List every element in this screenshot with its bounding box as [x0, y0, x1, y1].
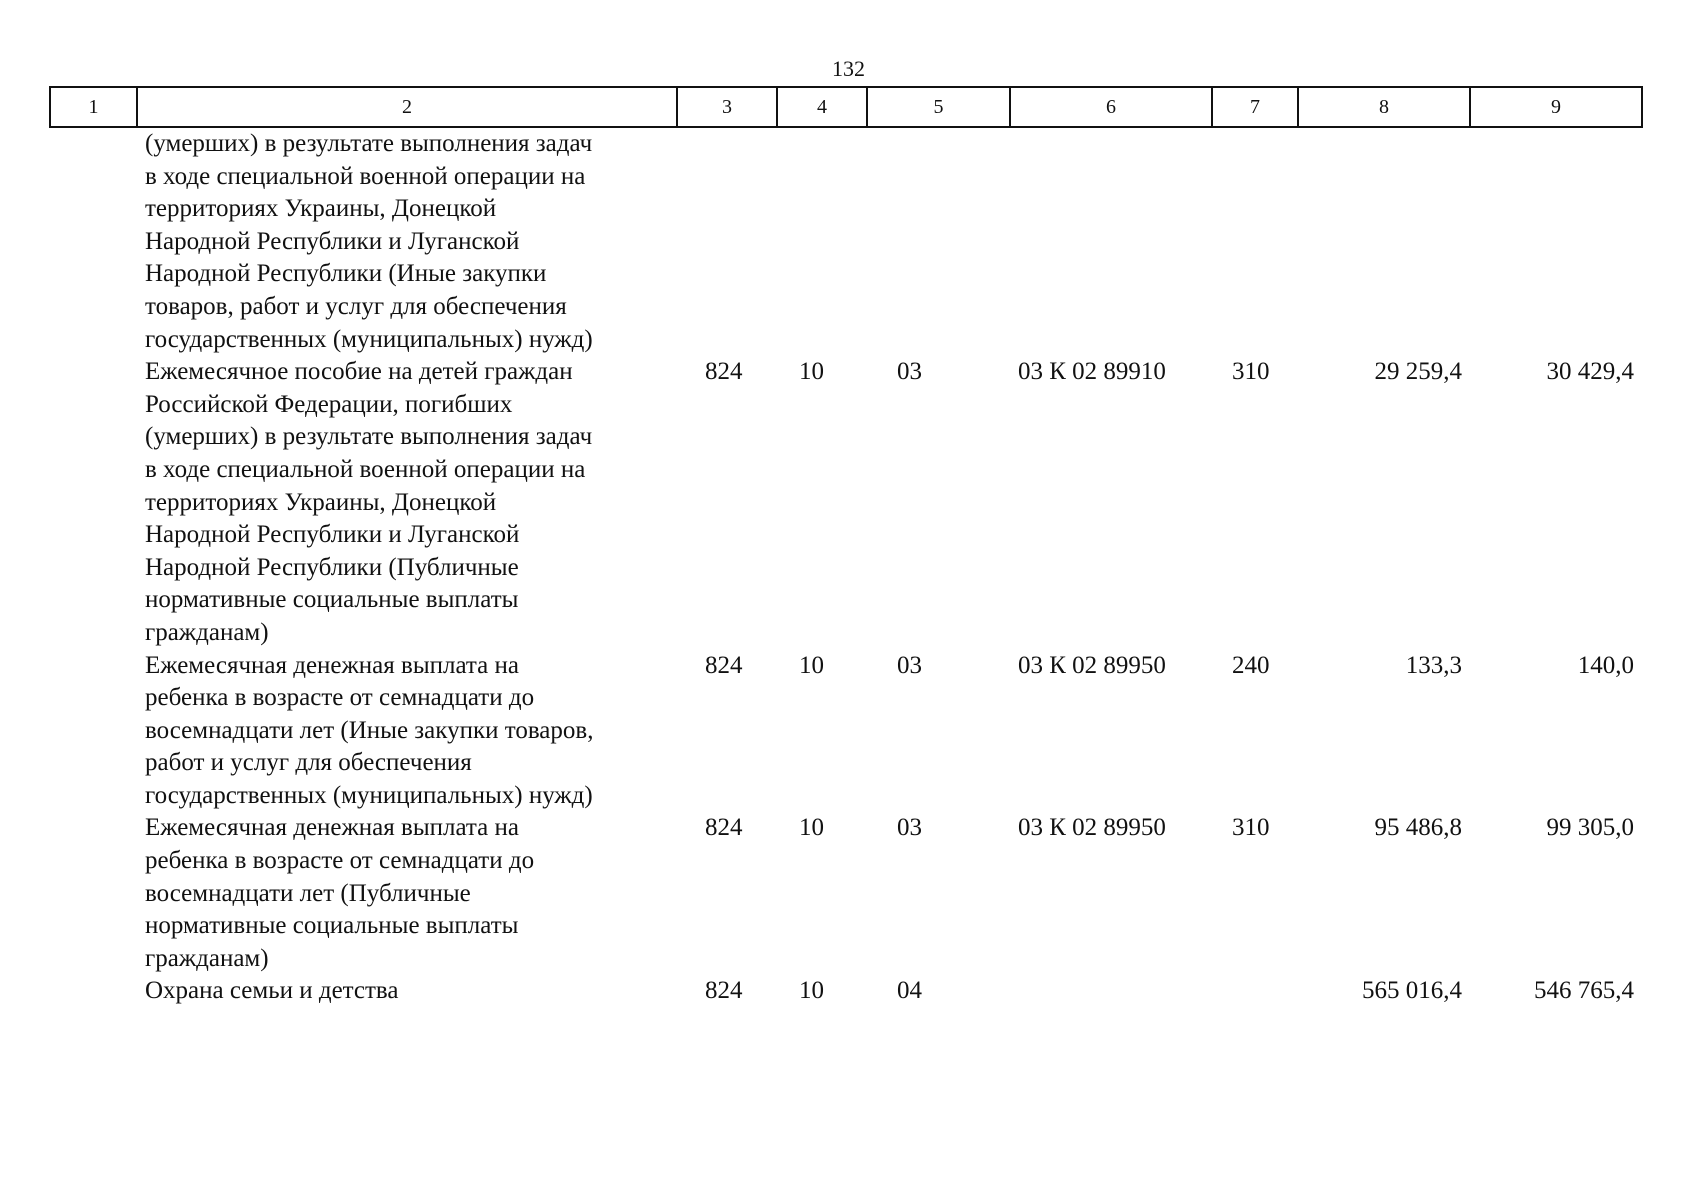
page-number: 132 — [832, 56, 865, 81]
target-item-cell: 03 К 02 89950 — [1018, 814, 1166, 842]
ministry-code-cell: 824 — [705, 814, 743, 842]
row-number-cell — [50, 812, 137, 975]
subsection-code-cell: 03 — [897, 651, 922, 679]
table-row — [50, 975, 1642, 1008]
amount-year1-cell — [1298, 127, 1470, 356]
column-header: 4 — [777, 87, 867, 127]
ministry-code-cell: 824 — [705, 358, 743, 386]
target-item-cell: 03 К 02 89950 — [1018, 651, 1166, 679]
ministry-code-cell: 824 — [705, 977, 743, 1005]
section-code-cell: 10 — [799, 358, 824, 386]
subsection-code-cell: 04 — [897, 977, 922, 1005]
row-number-cell — [50, 650, 137, 813]
table-row — [50, 812, 1642, 975]
section-code-cell — [777, 127, 867, 356]
expense-type-cell: 310 — [1232, 358, 1270, 386]
amount-year2-cell: 140,0 — [1577, 651, 1634, 679]
target-item-cell — [1010, 127, 1212, 356]
section-code-cell: 10 — [799, 814, 824, 842]
column-header: 9 — [1470, 87, 1642, 127]
subsection-code-cell: 03 — [897, 814, 922, 842]
target-item-cell: 03 К 02 89910 — [1018, 358, 1166, 386]
budget-table — [49, 86, 1643, 1008]
section-code-cell: 10 — [799, 977, 824, 1005]
column-header: 6 — [1010, 87, 1212, 127]
table-row — [50, 356, 1642, 649]
table-row — [50, 650, 1642, 813]
amount-year1-cell: 95 486,8 — [1374, 814, 1462, 842]
description-cell: Ежемесячное пособие на детей граждан Российской Федерации, погибших (умерших) в результате выполнения задач в ходе специальной военной операции на территориях Украины, Донецкой Народной Республики и Луганской Народной Республики (Публичные нормативные социальные выплаты гражданам) — [145, 358, 593, 646]
subsection-code-cell: 03 — [897, 358, 922, 386]
expense-type-cell — [1212, 975, 1298, 1008]
amount-year2-cell: 546 765,4 — [1534, 977, 1634, 1005]
row-number-cell — [50, 127, 137, 356]
column-number-row — [50, 87, 1642, 127]
amount-year1-cell: 565 016,4 — [1362, 977, 1462, 1005]
expense-type-cell: 310 — [1232, 814, 1270, 842]
expense-type-cell — [1212, 127, 1298, 356]
description-cell: (умерших) в результате выполнения задач в ходе специальной военной операции на территориях Украины, Донецкой Народной Республики и Луганской Народной Республики (Иные закупки товаров, работ и услуг для обеспечения государственных (муниципальных) нужд) — [145, 130, 593, 353]
column-header: 5 — [867, 87, 1010, 127]
section-code-cell: 10 — [799, 651, 824, 679]
column-header: 8 — [1298, 87, 1470, 127]
description-cell: Ежемесячная денежная выплата на ребенка в возрасте от семнадцати до восемнадцати лет (Публичные нормативные социальные выплаты гражданам) — [145, 814, 535, 972]
amount-year2-cell: 99 305,0 — [1546, 814, 1634, 842]
subsection-code-cell — [867, 127, 1010, 356]
ministry-code-cell: 824 — [705, 651, 743, 679]
amount-year1-cell: 29 259,4 — [1374, 358, 1462, 386]
expense-type-cell: 240 — [1232, 651, 1270, 679]
row-number-cell — [50, 356, 137, 649]
row-number-cell — [50, 975, 137, 1008]
column-header: 1 — [50, 87, 137, 127]
amount-year2-cell — [1470, 127, 1642, 356]
column-header: 2 — [137, 87, 677, 127]
description-cell: Охрана семьи и детства — [145, 977, 399, 1005]
target-item-cell — [1010, 975, 1212, 1008]
table-row — [50, 127, 1642, 356]
column-header: 3 — [677, 87, 777, 127]
column-header: 7 — [1212, 87, 1298, 127]
amount-year1-cell: 133,3 — [1405, 651, 1462, 679]
amount-year2-cell: 30 429,4 — [1546, 358, 1634, 386]
ministry-code-cell — [677, 127, 777, 356]
description-cell: Ежемесячная денежная выплата на ребенка в возрасте от семнадцати до восемнадцати лет (Иные закупки товаров, работ и услуг для обеспечения государственных (муниципальных) нужд) — [145, 651, 594, 809]
